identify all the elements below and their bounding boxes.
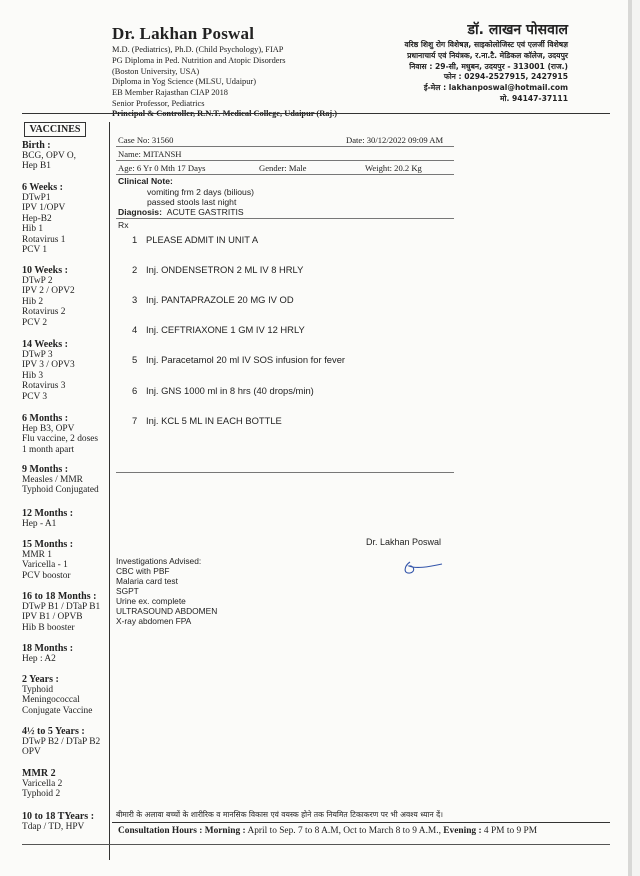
investigations-title: Investigations Advised:	[116, 556, 202, 566]
vaccine-item: Hib 3	[22, 370, 44, 381]
vaccine-item: Hib 2	[22, 296, 44, 307]
vaccine-sidebar	[22, 122, 110, 860]
evening-hours: 4 PM to 9 PM	[483, 826, 538, 836]
vaccine-item: Hib 1	[22, 224, 44, 235]
vaccine-item: PCV 2	[22, 317, 48, 328]
investigation-item: CBC with PBF	[116, 566, 170, 576]
investigation-item: X-ray abdomen FPA	[116, 616, 192, 626]
vaccine-item: Hep-B2	[22, 213, 52, 224]
vaccine-item: MMR 1	[22, 550, 52, 560]
rx-number: 7	[132, 415, 138, 426]
vaccine-group	[22, 182, 110, 255]
vaccine-item: DTwP 2	[22, 276, 53, 286]
hindi-line: मो. 94147-37111	[499, 93, 568, 103]
vaccine-item: Rotavirus 1	[22, 234, 66, 245]
vaccine-group	[22, 811, 110, 832]
vaccine-item: IPV 2 / OPV2	[22, 286, 75, 297]
vaccine-item: DTwP B2 / DTaP B2	[22, 737, 101, 747]
vaccine-age: 16 to 18 Months :	[22, 591, 97, 602]
vaccine-group	[22, 674, 110, 716]
patient-name: Name: MITANSH	[118, 149, 182, 159]
vaccine-item: Hep B1	[22, 161, 51, 172]
vaccine-group	[22, 464, 110, 496]
rx-text: Inj. CEFTRIAXONE 1 GM IV 12 HRLY	[146, 324, 305, 335]
vaccine-age: 9 Months :	[22, 464, 69, 475]
hindi-line: निवास : 29-सी, मधुबन, उदयपुर - 313001 (राज.)	[409, 61, 568, 71]
vaccine-age: MMR 2	[22, 768, 56, 779]
vaccine-item: Hep - A1	[22, 519, 57, 529]
vaccine-item: Typhoid Conjugated	[22, 485, 99, 496]
vaccine-age: 6 Months :	[22, 413, 69, 424]
header-hindi	[318, 20, 568, 105]
rx-text: Inj. ONDENSETRON 2 ML IV 8 HRLY	[146, 264, 304, 275]
investigation-item: ULTRASOUND ABDOMEN	[116, 606, 218, 616]
hours-label: Consultation Hours :	[118, 826, 203, 836]
meta-divider	[116, 160, 454, 161]
investigation-item: Malaria card test	[116, 576, 178, 586]
header-divider	[22, 113, 610, 114]
rx-number: 1	[132, 234, 138, 245]
vaccine-item: Measles / MMR	[22, 475, 83, 485]
vaccine-item: PCV 1	[22, 245, 48, 256]
qualification-line: Senior Professor, Pediatrics	[112, 98, 205, 108]
vaccine-item: IPV 3 / OPV3	[22, 360, 75, 371]
vaccine-age: 6 Weeks :	[22, 182, 63, 193]
investigation-item: Urine ex. complete	[116, 596, 186, 606]
rx-number: 6	[132, 385, 138, 396]
vaccine-item: PCV boostor	[22, 570, 71, 581]
vaccine-item: Flu vaccine, 2 doses	[22, 434, 99, 445]
vaccine-age: 10 Weeks :	[22, 265, 68, 276]
rx-text: Inj. PANTAPRAZOLE 20 MG IV OD	[146, 294, 294, 305]
vaccine-age: 15 Months :	[22, 539, 74, 550]
vaccine-age: 2 Years :	[22, 674, 59, 685]
qualification-line: Diploma in Yog Science (MLSU, Udaipur)	[112, 77, 256, 87]
rx-number: 2	[132, 264, 138, 275]
qualification-line: PG Diploma in Ped. Nutrition and Atopic Disorders	[112, 55, 286, 65]
case-number: Case No: 31560	[118, 135, 174, 145]
vaccine-group	[22, 413, 110, 455]
hindi-line: फोन : 0294-2527915, 2427915	[443, 72, 568, 82]
patient-gender: Gender: Male	[259, 163, 307, 173]
diagnosis-value: ACUTE GASTRITIS	[166, 207, 244, 217]
vaccine-group	[22, 539, 110, 581]
vaccine-age: 4½ to 5 Years :	[22, 726, 85, 737]
patient-age: Age: 6 Yr 0 Mth 17 Days	[118, 163, 206, 173]
diagnosis-divider	[116, 218, 454, 219]
rx-item	[132, 385, 314, 396]
evening-label: Evening :	[443, 826, 482, 836]
vaccine-item: Tdap / TD, HPV	[22, 822, 85, 832]
scan-edge	[628, 0, 632, 876]
rx-item	[132, 324, 305, 335]
footer-hindi-note: बीमारी के अलावा बच्चों के शारीरिक व मानसिक विकास एवं वयस्क होने तक नियमित टिकाकरण पर भी अवश्य ध्यान दें।	[116, 810, 443, 819]
vaccine-item: Hep : A2	[22, 654, 56, 664]
diagnosis-label: Diagnosis:	[118, 207, 162, 217]
vaccine-group	[22, 140, 110, 172]
hindi-line: प्रधानाचार्य एवं नियंत्रक, र.ना.टै. मेडिकल कॉलेज, उदयपुर	[407, 50, 568, 60]
rx-item	[132, 354, 345, 365]
vaccine-item: DTwP1	[22, 193, 51, 203]
vaccine-item: Typhoid	[22, 685, 54, 695]
vaccine-item: Meningococcal	[22, 695, 80, 706]
doctor-name: Dr. Lakhan Poswal	[112, 24, 255, 43]
signatory-name: Dr. Lakhan Poswal	[366, 537, 442, 547]
qualification-line: EB Member Rajasthan CIAP 2018	[112, 88, 228, 98]
vaccine-age: 14 Weeks :	[22, 339, 68, 350]
vaccine-item: PCV 3	[22, 391, 48, 402]
rx-text: Inj. GNS 1000 ml in 8 hrs (40 drops/min)	[146, 385, 314, 396]
vaccine-item: Hib B booster	[22, 622, 75, 633]
vaccine-age: 10 to 18 TYears :	[22, 811, 95, 822]
vaccine-group	[22, 768, 110, 800]
qualification-line: (Boston University, USA)	[112, 66, 200, 76]
bottom-divider	[22, 844, 610, 845]
diagnosis	[118, 207, 244, 217]
vaccine-item: Typhoid 2	[22, 789, 61, 800]
rx-item	[132, 415, 282, 426]
vaccine-group	[22, 265, 110, 328]
vaccine-item: BCG, OPV O,	[22, 151, 77, 161]
consultation-hours	[118, 826, 537, 836]
rx-item	[132, 294, 294, 305]
meta-divider	[116, 174, 454, 175]
vaccine-item: DTwP 3	[22, 350, 53, 360]
vaccine-group	[22, 508, 110, 529]
vaccine-group	[22, 726, 110, 758]
doctor-name-hindi: डॉ. लाखन पोसवाल	[467, 22, 568, 38]
clinical-note-line: vomiting frm 2 days (bilious)	[147, 187, 254, 197]
vaccine-item: 1 month apart	[22, 444, 75, 455]
vaccine-age: 18 Months :	[22, 643, 74, 654]
rx-item	[132, 234, 258, 245]
vaccine-item: IPV 1/OPV	[22, 203, 66, 214]
vaccine-item: Varicella - 1	[22, 560, 68, 571]
rx-number: 4	[132, 324, 138, 335]
vaccine-age: Birth :	[22, 140, 51, 151]
vaccine-item: Hep B3, OPV	[22, 424, 75, 434]
morning-hours: April to Sep. 7 to 8 A.M, Oct to March 8 to 9 A.M.,	[247, 826, 441, 836]
clinical-note-line: passed stools last night	[147, 197, 237, 207]
patient-weight: Weight: 20.2 Kg	[365, 163, 422, 173]
rx-number: 5	[132, 354, 138, 365]
vaccine-item: Rotavirus 2	[22, 307, 66, 318]
footer-divider	[112, 822, 610, 823]
rx-text: PLEASE ADMIT IN UNIT A	[146, 234, 259, 245]
vaccine-group	[22, 591, 110, 633]
vaccine-group	[22, 643, 110, 664]
visit-date: Date: 30/12/2022 09:09 AM	[346, 135, 444, 145]
hindi-line: वरिष्ठ शिशु रोग विशेषज्ञ, साइकोलोजिस्ट एवं एलर्जी विशेषज्ञ	[404, 40, 568, 49]
rx-number: 3	[132, 294, 138, 305]
rx-text: Inj. KCL 5 ML IN EACH BOTTLE	[146, 415, 282, 426]
rx-item	[132, 264, 303, 275]
clinical-note-title: Clinical Note:	[118, 176, 173, 186]
vaccine-age: 12 Months :	[22, 508, 74, 519]
rx-text: Inj. Paracetamol 20 ml IV SOS infusion for fever	[146, 354, 346, 365]
vaccine-item: OPV	[22, 747, 41, 758]
vaccine-item: Conjugate Vaccine	[22, 705, 93, 716]
investigation-item: SGPT	[116, 586, 139, 596]
hindi-line: ई-मेल : lakhanposwal@hotmail.com	[423, 83, 568, 93]
vaccine-group	[22, 339, 110, 402]
morning-label: Morning :	[204, 826, 246, 836]
vaccines-title: VACCINES	[24, 122, 86, 137]
vaccine-item: DTwP B1 / DTaP B1	[22, 602, 101, 612]
meta-divider	[116, 146, 454, 147]
rx-end-divider	[116, 472, 454, 473]
signature-mark	[400, 556, 446, 578]
vaccine-item: Varicella 2	[22, 779, 63, 789]
rx-label: Rx	[118, 220, 129, 230]
qualification-line: M.D. (Pediatrics), Ph.D. (Child Psychology), FIAP	[112, 45, 284, 54]
vaccine-item: Rotavirus 3	[22, 381, 66, 392]
vaccine-item: IPV B1 / OPVB	[22, 612, 83, 623]
